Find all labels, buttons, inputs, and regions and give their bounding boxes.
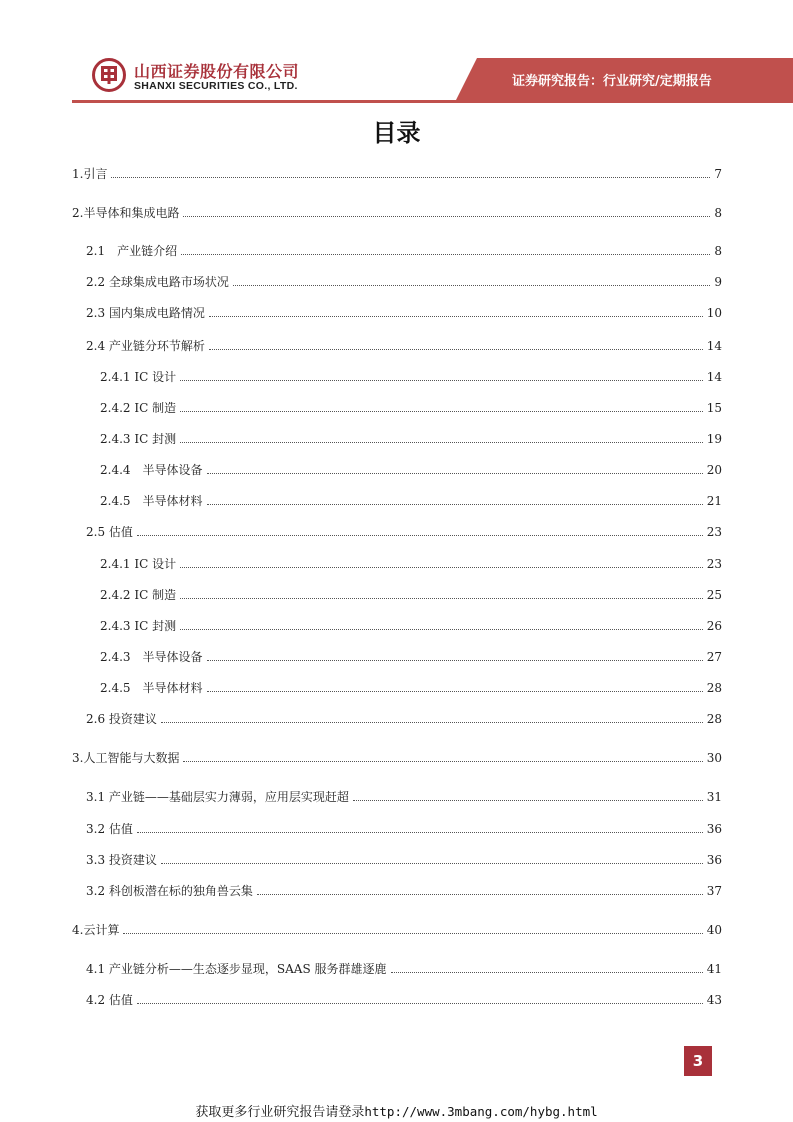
- company-name-cn: 山西证券股份有限公司: [134, 62, 300, 81]
- toc-leader-dots: [180, 369, 703, 381]
- page-header: [0, 0, 793, 104]
- toc-entry-label: 2.2 全球集成电路市场状况: [86, 275, 229, 289]
- toc-entry[interactable]: [100, 462, 722, 478]
- toc-entry-page: 41: [706, 962, 722, 976]
- toc-entry-label: 4.1 产业链分析——生态逐步显现，SAAS 服务群雄逐鹿: [86, 962, 387, 976]
- toc-leader-dots: [123, 922, 702, 934]
- toc-entry-page: 15: [706, 401, 722, 415]
- toc-entry[interactable]: [86, 961, 722, 977]
- toc-entry-label: 2.4.3 IC 封测: [100, 619, 177, 633]
- toc-entry-label: 3.1 产业链——基础层实力薄弱，应用层实现赶超: [86, 790, 349, 804]
- toc-entry-label: 2.4.2 IC 制造: [100, 401, 177, 415]
- toc-entry-page: 43: [706, 993, 722, 1007]
- company-name-en: SHANXI SECURITIES CO., LTD.: [134, 80, 298, 92]
- toc-leader-dots: [257, 883, 703, 895]
- toc-entry-page: 31: [706, 790, 722, 804]
- toc-entry-page: 14: [706, 339, 722, 353]
- toc-entry-label: 2.4.1 IC 设计: [100, 557, 177, 571]
- toc-entry-page: 40: [706, 923, 722, 937]
- toc-leader-dots: [207, 462, 703, 474]
- toc-leader-dots: [207, 680, 703, 692]
- toc-leader-dots: [180, 618, 703, 630]
- toc-entry-label: 3.3 投资建议: [86, 853, 157, 867]
- toc-entry[interactable]: [100, 680, 722, 696]
- toc-entry[interactable]: [86, 992, 722, 1008]
- toc-entry[interactable]: [86, 711, 722, 727]
- footer-link[interactable]: http://www.3mbang.com/hybg.html: [364, 1104, 598, 1119]
- toc-entry-page: 36: [706, 822, 722, 836]
- toc-leader-dots: [207, 649, 703, 661]
- report-type-label: 证券研究报告：行业研究/定期报告: [512, 74, 712, 89]
- toc-entry-page: 20: [706, 463, 722, 477]
- toc-entry-label: 2.6 投资建议: [86, 712, 157, 726]
- toc-entry-label: 4.2 估值: [86, 993, 133, 1007]
- toc-entry-page: 9: [714, 275, 722, 289]
- toc-entry[interactable]: [72, 922, 722, 938]
- toc-entry-label: 2.4.1 IC 设计: [100, 370, 177, 384]
- toc-leader-dots: [181, 243, 710, 255]
- toc-entry[interactable]: [86, 789, 722, 805]
- toc-entry[interactable]: [72, 166, 722, 182]
- toc-leader-dots: [233, 274, 710, 286]
- toc-entry[interactable]: [86, 243, 722, 259]
- toc-entry-label: 2.4.3 IC 封测: [100, 432, 177, 446]
- toc-leader-dots: [353, 789, 703, 801]
- toc-entry-page: 27: [706, 650, 722, 664]
- toc-entry[interactable]: [86, 274, 722, 290]
- toc-entry-label: 3.2 估值: [86, 822, 133, 836]
- toc-entry-page: 25: [706, 588, 722, 602]
- toc-entry[interactable]: [72, 205, 722, 221]
- toc-entry[interactable]: [72, 750, 722, 766]
- toc-entry-label: 3.2 科创板潜在标的独角兽云集: [86, 884, 253, 898]
- toc-entry-page: 28: [706, 681, 722, 695]
- toc-entry[interactable]: [86, 852, 722, 868]
- toc-entry-label: 2.4.5 半导体材料: [100, 681, 203, 695]
- toc-entry-label: 3.人工智能与大数据: [72, 751, 180, 765]
- header-divider: [72, 100, 793, 103]
- toc-leader-dots: [180, 431, 703, 443]
- toc-entry-page: 21: [706, 494, 722, 508]
- toc-entry-label: 4.云计算: [72, 923, 120, 937]
- toc-leader-dots: [207, 493, 703, 505]
- toc-entry[interactable]: [100, 431, 722, 447]
- toc-entry[interactable]: [100, 369, 722, 385]
- toc-entry-page: 7: [714, 167, 722, 181]
- toc-entry-page: 19: [706, 432, 722, 446]
- toc-entry[interactable]: [100, 587, 722, 603]
- toc-entry-label: 1.引言: [72, 167, 108, 181]
- toc-entry-label: 2.4.5 半导体材料: [100, 494, 203, 508]
- toc-entry-label: 2.4 产业链分环节解析: [86, 339, 205, 353]
- toc-title: 目录: [372, 119, 421, 147]
- footer-text: 获取更多行业研究报告请登录: [195, 1105, 365, 1120]
- toc-entry-page: 23: [706, 525, 722, 539]
- toc-entry-page: 28: [706, 712, 722, 726]
- toc-entry-page: 26: [706, 619, 722, 633]
- toc-entry[interactable]: [100, 618, 722, 634]
- toc-leader-dots: [183, 205, 710, 217]
- toc-entry-page: 36: [706, 853, 722, 867]
- toc-entry-page: 8: [714, 244, 722, 258]
- toc-entry[interactable]: [86, 883, 722, 899]
- toc-entry[interactable]: [86, 821, 722, 837]
- toc-leader-dots: [161, 852, 703, 864]
- toc-entry-label: 2.4.2 IC 制造: [100, 588, 177, 602]
- toc-entry-page: 8: [714, 206, 722, 220]
- toc-leader-dots: [161, 711, 703, 723]
- toc-entry-label: 2.半导体和集成电路: [72, 206, 180, 220]
- toc-leader-dots: [137, 524, 703, 536]
- toc-entry-label: 2.3 国内集成电路情况: [86, 306, 205, 320]
- toc-entry-label: 2.5 估值: [86, 525, 133, 539]
- toc-leader-dots: [180, 556, 703, 568]
- toc-leader-dots: [137, 821, 703, 833]
- toc-leader-dots: [391, 961, 703, 973]
- toc-entry-label: 2.1 产业链介绍: [86, 244, 178, 258]
- toc-leader-dots: [111, 166, 710, 178]
- toc-leader-dots: [183, 750, 702, 762]
- toc-entry[interactable]: [86, 305, 722, 321]
- toc-entry[interactable]: [100, 493, 722, 509]
- toc-leader-dots: [137, 992, 703, 1004]
- toc-leader-dots: [209, 305, 703, 317]
- toc-entry-label: 2.4.3 半导体设备: [100, 650, 203, 664]
- toc-entry[interactable]: [100, 649, 722, 665]
- company-logo-icon: [92, 58, 126, 92]
- toc-leader-dots: [180, 400, 703, 412]
- footer: [0, 1101, 793, 1120]
- toc-entry[interactable]: [100, 556, 722, 572]
- toc-leader-dots: [209, 338, 703, 350]
- toc-entry-page: 14: [706, 370, 722, 384]
- toc-leader-dots: [180, 587, 703, 599]
- toc-entry[interactable]: [86, 338, 722, 354]
- toc-entry-page: 37: [706, 884, 722, 898]
- toc-entry-page: 23: [706, 557, 722, 571]
- toc-entry[interactable]: [86, 524, 722, 540]
- toc-entry[interactable]: [100, 400, 722, 416]
- toc-entry-label: 2.4.4 半导体设备: [100, 463, 203, 477]
- toc-entry-page: 10: [706, 306, 722, 320]
- page-number-badge: 3: [684, 1046, 712, 1076]
- toc-entry-page: 30: [706, 751, 722, 765]
